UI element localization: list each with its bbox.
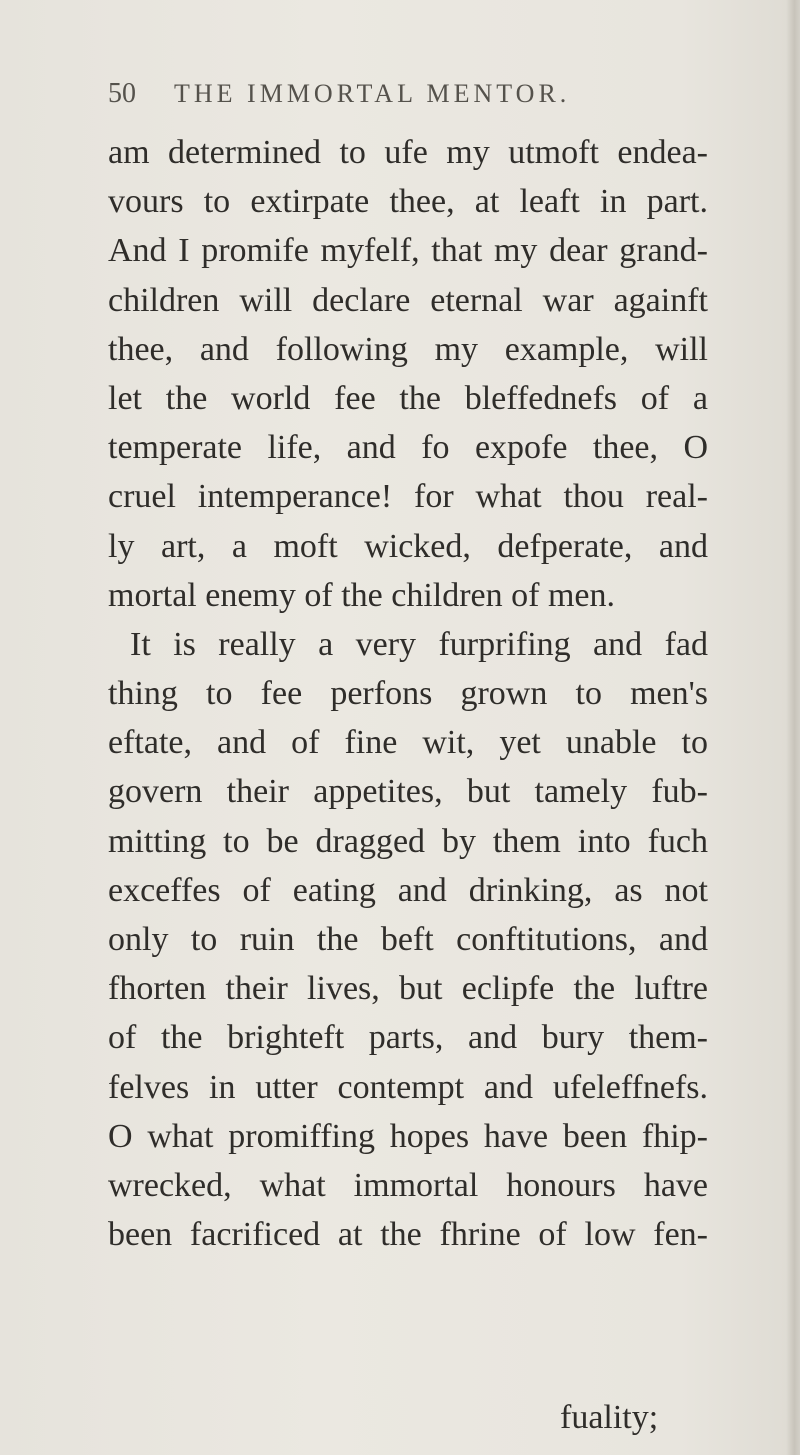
text-line: of the brighteft parts, and bury them-	[108, 1019, 708, 1057]
running-title: THE IMMORTAL MENTOR.	[174, 79, 571, 108]
text-line: thing to fee perfons grown to men's	[108, 675, 708, 713]
text-line: children will declare eternal war againft	[108, 281, 708, 319]
text-line: ly art, a moft wicked, defperate, and	[108, 527, 708, 565]
text-line: And I promife myfelf, that my dear grand-	[108, 232, 708, 270]
text-line: It is really a very furprifing and fad	[130, 625, 708, 663]
text-line: thee, and following my example, will	[108, 330, 708, 368]
text-line: only to ruin the beft conftitutions, and	[108, 921, 708, 958]
text-line: temperate life, and fo expofe thee, O	[108, 429, 708, 467]
text-line: felves in utter contempt and ufeleffnefs.	[108, 1068, 708, 1106]
text-line: O what promiffing hopes have been fhip-	[108, 1117, 708, 1155]
text-line: fhorten their lives, but eclipfe the luftre	[108, 970, 708, 1008]
text-line: cruel intemperance! for what thou real-	[108, 478, 708, 516]
running-head	[108, 78, 708, 118]
text-line: exceffes of eating and drinking, as not	[108, 871, 708, 909]
text-line: eftate, and of fine wit, yet unable to	[108, 724, 708, 762]
page-number: 50	[108, 78, 136, 109]
page-edge-shadow	[786, 0, 800, 1455]
text-line: let the world fee the bleffednefs of a	[108, 379, 708, 417]
text-line: govern their appetites, but tamely fub-	[108, 773, 708, 811]
text-line: been facrificed at the fhrine of low fen-	[108, 1216, 708, 1254]
text-line: mortal enemy of the children of men.	[108, 576, 615, 614]
text-line: vours to extirpate thee, at leaft in part.	[108, 183, 708, 221]
catchword: fuality;	[560, 1399, 659, 1436]
text-line: am determined to ufe my utmoft endea-	[108, 134, 708, 171]
body-text	[108, 128, 708, 1259]
text-line: mitting to be dragged by them into fuch	[108, 822, 708, 860]
text-line: wrecked, what immortal honours have	[108, 1166, 708, 1204]
